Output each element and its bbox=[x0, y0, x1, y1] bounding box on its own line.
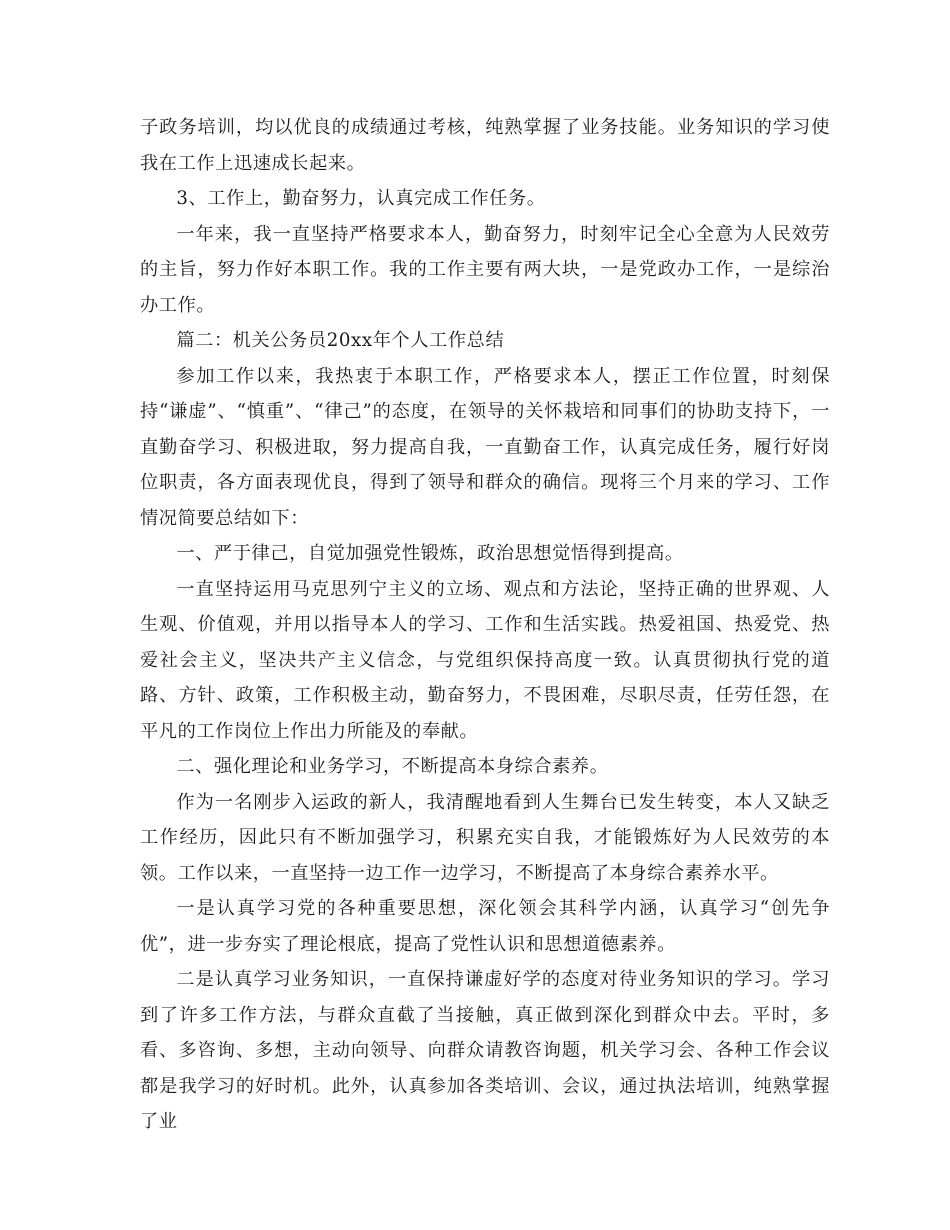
paragraph-heading-work: 3、工作上，勤奋努力，认真完成工作任务。 bbox=[176, 188, 546, 209]
paragraph-continuation: 子政务培训，均以优良的成绩通过考核，纯熟掌握了业务技能。业务知识的学习使我在工作上迅速成长起来。 bbox=[140, 117, 830, 174]
paragraph-intro: 参加工作以来，我热衷于本职工作，严格要求本人，摆正工作位置，时刻保持“谦虚”、“慎重”、“律己”的态度，在领导的关怀栽培和同事们的协助支持下，一直勤奋学习、积极进取，努力提高自我，一直勤奋工作，认真完成任务，履行好岗位职责，各方面表现优良，得到了领导和群众的确信。现将三个月来的学习、工作情况简要总结如下： bbox=[140, 365, 830, 529]
paragraph-work-summary: 一年来，我一直坚持严格要求本人，勤奋努力，时刻牢记全心全意为人民效劳的主旨，努力作好本职工作。我的工作主要有两大块，一是党政办工作，一是综治办工作。 bbox=[140, 223, 830, 316]
paragraph-newcomer: 作为一名刚步入运政的新人，我清醒地看到人生舞台已发生转变，本人又缺乏工作经历，因此只有不断加强学习，积累充实自我，才能锻炼好为人民效劳的本领。工作以来，一直坚持一边工作一边学习，不断提高了本身综合素养水平。 bbox=[140, 791, 830, 884]
paragraph-business-study: 二是认真学习业务知识，一直保持谦虚好学的态度对待业务知识的学习。学习到了许多工作方法，与群众直截了当接触，真正做到深化到群众中去。平时，多看、多咨询、多想，主动向领导、向群众请教咨询题，机关学习会、各种工作会议都是我学习的好时机。此外，认真参加各类培训、会议，通过执法培训，纯熟掌握了业 bbox=[140, 969, 830, 1132]
paragraph-heading-study: 二、强化理论和业务学习，不断提高本身综合素养。 bbox=[176, 756, 609, 777]
section-title: 篇二：机关公务员20xx年个人工作总结 bbox=[176, 330, 505, 351]
paragraph-political: 一直坚持运用马克思列宁主义的立场、观点和方法论，坚持正确的世界观、人生观、价值观，并用以指导本人的学习、工作和生活实践。热爱祖国、热爱党、热爱社会主义，坚决共产主义信念，与党组织保持高度一致。认真贯彻执行党的道路、方针、政策，工作积极主动，勤奋努力，不畏困难，尽职尽责，任劳任怨，在平凡的工作岗位上作出力所能及的奉献。 bbox=[140, 578, 830, 742]
document-body bbox=[140, 110, 830, 1140]
paragraph-party-study: 一是认真学习党的各种重要思想，深化领会其科学内涵，认真学习“创先争优”，进一步夯实了理论根底，提高了党性认识和思想道德素养。 bbox=[140, 898, 830, 955]
paragraph-heading-discipline: 一、严于律己，自觉加强党性锻炼，政治思想觉悟得到提高。 bbox=[176, 543, 684, 564]
